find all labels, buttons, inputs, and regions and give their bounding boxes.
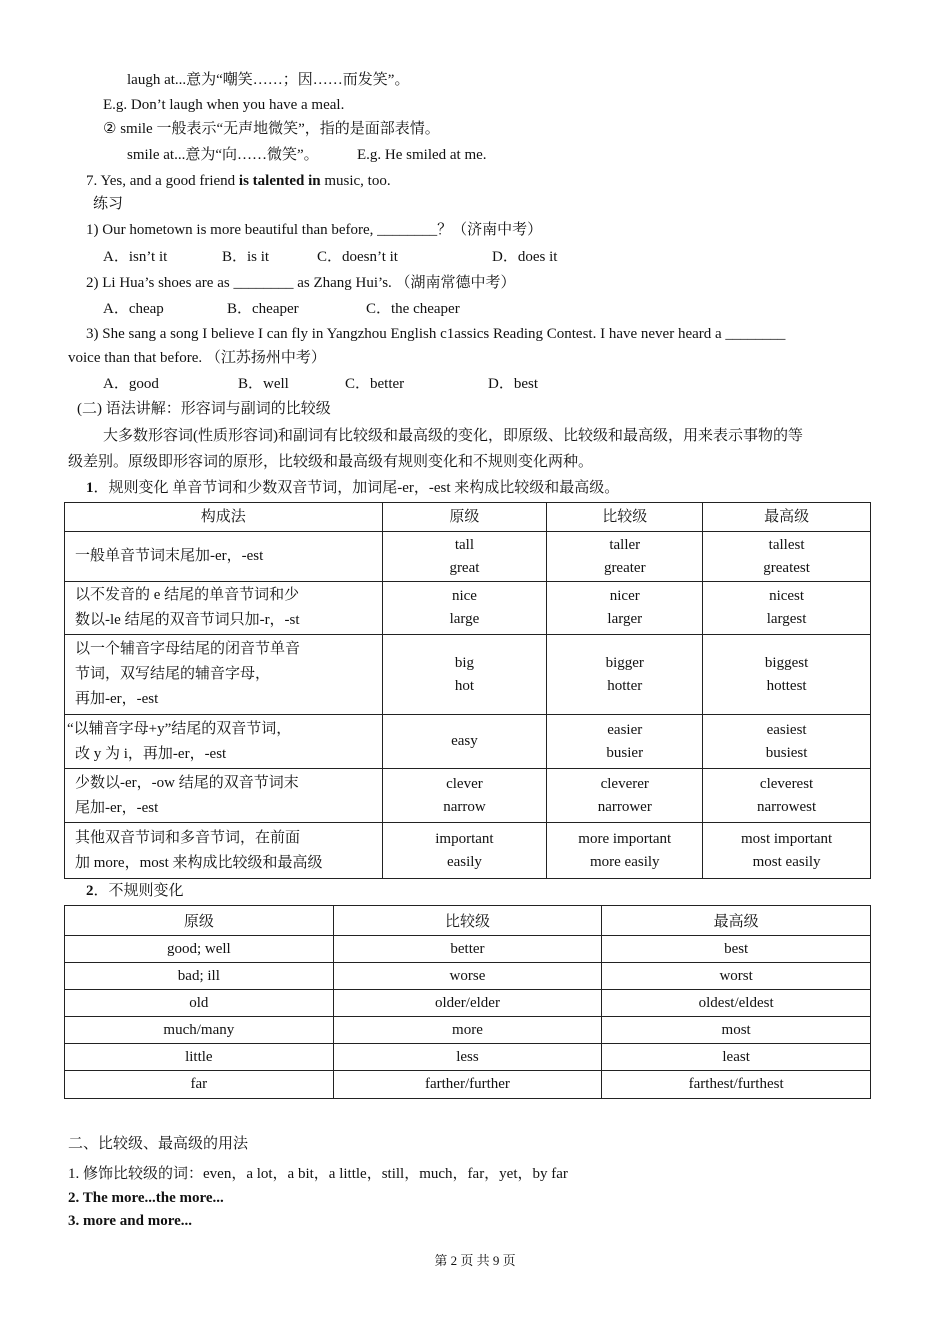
rule-text: 数以-le 结尾的双音节词只加-r，-st [75, 612, 300, 628]
base-word: good; well [65, 936, 334, 963]
base-word: much/many [65, 1017, 334, 1044]
base-word: large [449, 611, 480, 627]
superlative-word: most important [740, 830, 833, 847]
comparative-word: more easily [589, 853, 660, 870]
q3-option-a: A．good [103, 376, 159, 392]
table-row [65, 1017, 871, 1044]
header-superlative: 最高级 [703, 503, 871, 532]
table-row [65, 532, 871, 582]
question-3-line2: voice than that before. （江苏扬州中考） [68, 350, 326, 366]
superlative-word: nicest [769, 588, 805, 604]
table-row [65, 963, 871, 990]
superlative-word: oldest/eldest [602, 990, 871, 1017]
comparative-word: farther/further [333, 1071, 602, 1099]
rule-text: 以一个辅音字母结尾的闭音节单音 [75, 641, 301, 657]
comparative-word: more [333, 1017, 602, 1044]
irregular-title-text: ．不规则变化 [93, 883, 184, 899]
comparative-word: busier [606, 744, 644, 761]
table-row [65, 635, 871, 715]
superlative-word: least [602, 1044, 871, 1071]
q2-option-b: B．cheaper [227, 301, 299, 317]
rule-text: 尾加-er，-est [75, 799, 159, 816]
rule-text: 一般单音节词末尾加-er，-est [75, 548, 264, 564]
q3-option-b: B．well [238, 376, 289, 392]
superlative-word: most easily [752, 853, 821, 870]
q1-option-d: D．does it [492, 249, 558, 265]
irregular-title [86, 881, 184, 901]
grammar-intro-line1: 大多数形容词(性质形容词)和副词有比较级和最高级的变化，即原级、比较级和最高级，用来表示事物的等 [103, 428, 803, 444]
table-row [65, 1071, 871, 1099]
rule-text: 少数以-er，-ow 结尾的双音节词末 [75, 774, 299, 791]
question-1: 1) Our hometown is more beautiful than before, ________？（济南中考） [86, 222, 543, 238]
superlative-word: worst [602, 963, 871, 990]
example-2: E.g. He smiled at me. [357, 147, 487, 163]
question-3-line1: 3) She sang a song I believe I can fly in Yangzhou English c1assics Reading Contest. I have never heard a ________ [86, 326, 786, 342]
q1-option-a: A．isn’t it [103, 249, 168, 265]
irregular-table [64, 905, 871, 1099]
rule-text: 加 more，most 来构成比较级和最高级 [75, 854, 323, 871]
note-laugh-at: laugh at...意为“嘲笑……；因……而发笑”。 [127, 72, 410, 88]
superlative-word: cleverest [759, 775, 814, 792]
q1-option-c: C．doesn’t it [317, 249, 398, 265]
item-7-tail: music, too. [320, 173, 391, 189]
regular-title-text: ．规则变化 单音节词和少数双音节词，加词尾-er，-est 来构成比较级和最高级。 [93, 480, 620, 496]
superlative-word: biggest [764, 654, 809, 671]
practice-heading: 练习 [93, 196, 124, 212]
comparative-word: hotter [607, 677, 643, 694]
item-7 [86, 171, 391, 191]
base-word: great [449, 559, 480, 576]
note-smile-at: smile at...意为“向……微笑”。 [127, 147, 319, 163]
irregular-table-header [65, 906, 871, 936]
regular-table-header [65, 503, 871, 532]
comparative-word: better [333, 936, 602, 963]
base-word: nice [451, 588, 477, 604]
table-row [65, 582, 871, 635]
regular-title [86, 478, 619, 498]
superlative-word: largest [766, 611, 807, 627]
q3-option-c: C．better [345, 376, 405, 392]
base-word: little [65, 1044, 334, 1071]
rule-text: 其他双音节词和多音节词，在前面 [75, 829, 301, 846]
superlative-word: best [602, 936, 871, 963]
comparative-word: bigger [605, 654, 644, 671]
comparative-word: narrower [597, 798, 652, 815]
header-comparative: 比较级 [333, 906, 602, 936]
base-word: clever [446, 775, 483, 792]
item-7-bold: is talented in [238, 173, 321, 189]
header-base: 原级 [382, 503, 547, 532]
base-word: far [65, 1071, 334, 1099]
usage-heading: 二、比较级、最高级的用法 [68, 1136, 249, 1152]
usage-item-2: 2. The more...the more... [68, 1190, 224, 1206]
comparative-word: larger [607, 611, 643, 627]
comparative-word: worse [333, 963, 602, 990]
grammar-heading: (二) 语法讲解：形容词与副词的比较级 [77, 401, 331, 417]
grammar-intro-line2: 级差别。原级即形容词的原形，比较级和最高级有规则变化和不规则变化两种。 [68, 454, 594, 470]
header-rule: 构成法 [65, 503, 383, 532]
q2-option-a: A．cheap [103, 301, 164, 317]
superlative-word: hottest [766, 677, 807, 694]
irregular-number: 2 [86, 883, 94, 899]
base-word: big [454, 654, 475, 671]
rule-text: 以不发音的 e 结尾的单音节词和少 [75, 587, 300, 603]
comparative-word: taller [609, 536, 641, 553]
rule-text: 再加-er，-est [75, 691, 159, 707]
superlative-word: most [602, 1017, 871, 1044]
q3-option-d: D．best [488, 376, 538, 392]
base-word: easy [451, 733, 478, 749]
base-word: narrow [443, 798, 486, 815]
base-word: important [435, 830, 494, 847]
table-row [65, 1044, 871, 1071]
comparative-word: easier [607, 721, 643, 738]
table-row [65, 769, 871, 823]
superlative-word: easiest [766, 721, 807, 738]
comparative-word: greater [603, 559, 646, 576]
header-base: 原级 [65, 906, 334, 936]
q1-option-b: B．is it [222, 249, 270, 265]
usage-item-3: 3. more and more... [68, 1213, 193, 1229]
note-smile: ② smile 一般表示“无声地微笑”，指的是面部表情。 [103, 121, 440, 137]
item-7-text: 7. Yes, and a good friend [86, 173, 239, 189]
example-1: E.g. Don’t laugh when you have a meal. [103, 97, 345, 113]
superlative-word: farthest/furthest [602, 1071, 871, 1099]
regular-table [64, 502, 871, 879]
table-row [65, 936, 871, 963]
rule-text: “以辅音字母+y”结尾的双音节词， [67, 720, 292, 737]
base-word: bad; ill [65, 963, 334, 990]
page-footer: 第 2 页 共 9 页 [434, 1253, 516, 1268]
superlative-word: greatest [763, 559, 810, 576]
base-word: easily [446, 853, 482, 870]
question-2: 2) Li Hua’s shoes are as ________ as Zhang Hui’s. （湖南常德中考） [86, 275, 516, 291]
table-row [65, 823, 871, 879]
comparative-word: less [333, 1044, 602, 1071]
superlative-word: tallest [768, 536, 805, 553]
base-word: tall [454, 536, 475, 553]
header-comparative: 比较级 [547, 503, 703, 532]
comparative-word: nicer [609, 588, 640, 604]
q2-option-c: C．the cheaper [366, 301, 460, 317]
comparative-word: older/elder [333, 990, 602, 1017]
comparative-word: cleverer [600, 775, 649, 792]
superlative-word: narrowest [757, 798, 817, 815]
rule-text: 改 y 为 i，再加-er，-est [75, 745, 227, 762]
table-row [65, 715, 871, 769]
header-superlative: 最高级 [602, 906, 871, 936]
superlative-word: busiest [765, 744, 808, 761]
comparative-word: more important [578, 830, 672, 847]
usage-item-1: 1. 修饰比较级的词：even，a lot，a bit，a little，still，much，far，yet，by far [68, 1166, 568, 1182]
rule-text: 节词，双写结尾的辅音字母， [75, 666, 271, 682]
base-word: hot [454, 677, 475, 694]
table-row [65, 990, 871, 1017]
regular-number: 1 [86, 480, 94, 496]
base-word: old [65, 990, 334, 1017]
